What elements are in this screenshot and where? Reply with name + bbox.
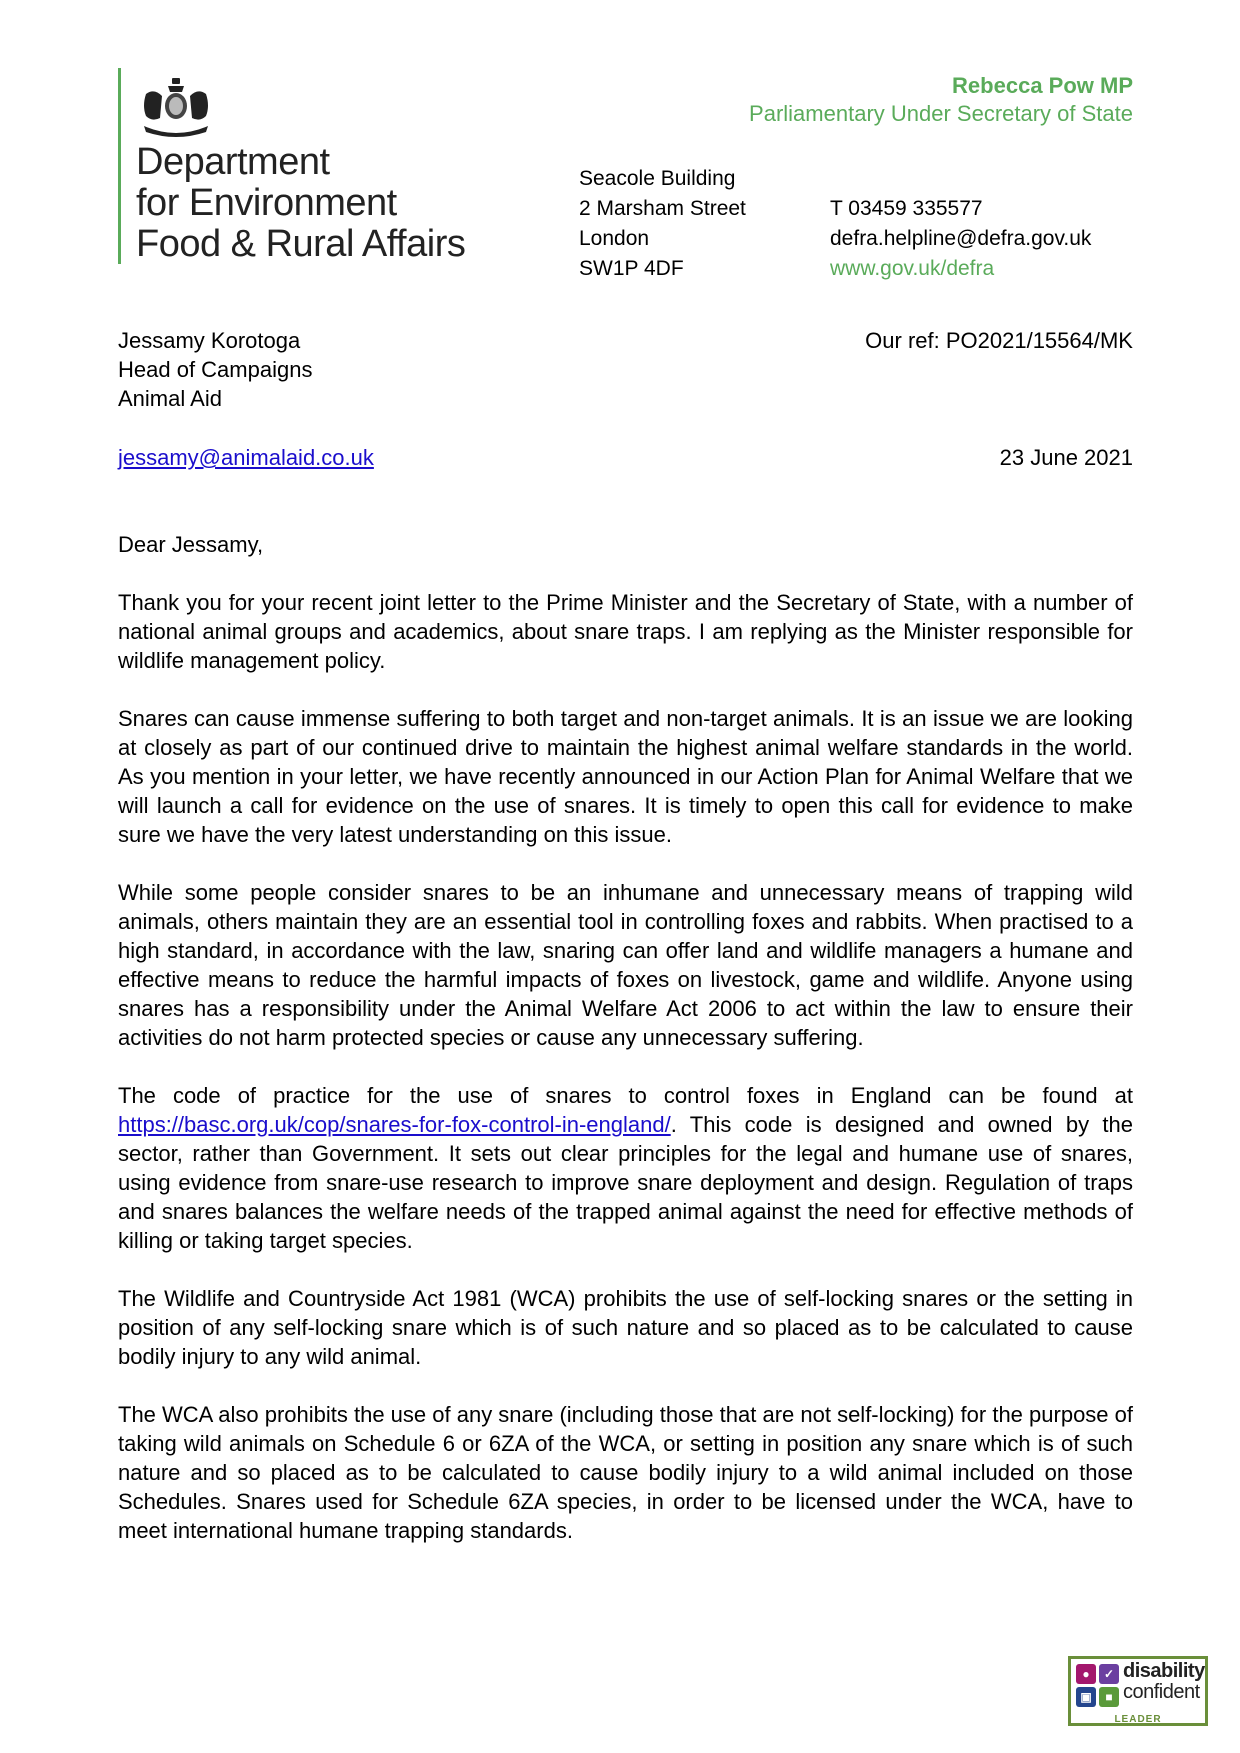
logo-green-bar — [118, 68, 121, 264]
padlock-icon: ▣ — [1076, 1687, 1096, 1707]
basc-code-link[interactable]: https://basc.org.uk/cop/snares-for-fox-control-in-england/ — [118, 1112, 671, 1137]
royal-coat-of-arms-icon — [136, 76, 216, 138]
code-of-practice-paragraph: The code of practice for the use of snares to control foxes in England can be found at https://basc.org.uk/cop/snares-for-fox-control-in-england/. This code is designed and owned by the sector, rather than Government. It sets out clear principles for the legal and humane use of snares, using evidence from snare-use research to improve snare deployment and design. Regulation of traps and snares balances the welfare needs of the trapped animal against the need for effective methods of killing or taking target species. — [118, 1083, 1133, 1253]
recipient-email-link[interactable]: jessamy@animalaid.co.uk — [118, 445, 374, 470]
speech-person-icon: ■ — [1099, 1687, 1119, 1707]
recipient-organisation: Animal Aid — [118, 386, 222, 411]
paragraph: The WCA also prohibits the use of any snare (including those that are not self-locking) for the purpose of taking wild animals on Schedule 6 or 6ZA of the WCA, or setting in position any snare which is of such nature and so placed as to be calculated to cause bodily injury to a wild animal included on those Schedules. Snares used for Schedule 6ZA species, in order to be licensed under the WCA, have to meet international humane trapping standards. — [118, 1402, 1133, 1543]
checkmark-icon: ✓ — [1099, 1664, 1119, 1684]
sender-contact — [830, 194, 1091, 284]
reference-number: Our ref: PO2021/15564/MK — [865, 328, 1133, 353]
minister-name: Rebecca Pow MP — [952, 73, 1133, 98]
recipient-name: Jessamy Korotoga — [118, 328, 301, 353]
letter-body — [118, 530, 1133, 1574]
helpline-email[interactable]: defra.helpline@defra.gov.uk — [830, 227, 1092, 250]
badge-text-leader: LEADER — [1114, 1714, 1162, 1725]
paragraph: The Wildlife and Countryside Act 1981 (WCA) prohibits the use of self-locking snares or the setting in position of any self-locking snare which is of such nature and so placed as to be calculated to cause bodily injury to any wild animal. — [118, 1286, 1133, 1369]
badge-text-confident: confident — [1123, 1681, 1200, 1703]
disability-confident-badge — [1068, 1656, 1208, 1726]
badge-text-disability: disability — [1123, 1660, 1205, 1682]
department-name: Department for Environment Food & Rural Affairs — [136, 141, 466, 265]
minister-header — [749, 72, 1133, 128]
people-icon: ● — [1076, 1664, 1096, 1684]
minister-role: Parliamentary Under Secretary of State — [749, 101, 1133, 126]
sender-address: Seacole Building 2 Marsham Street London SW1P 4DF — [579, 167, 746, 280]
paragraph: While some people consider snares to be an inhumane and unnecessary means of trapping wild animals, others maintain they are an essential tool in controlling foxes and rabbits. When practised to a high standard, in accordance with the law, snaring can offer land and wildlife managers a humane and effective means to reduce the harmful impacts of foxes on livestock, game and wildlife. Anyone using snares has a responsibility under the Animal Welfare Act 2006 to act within the law to ensure their activities do not harm protected species or cause any unnecessary suffering. — [118, 880, 1133, 1050]
phone-number: T 03459 335577 — [830, 197, 983, 220]
salutation: Dear Jessamy, — [118, 532, 264, 557]
recipient-title: Head of Campaigns — [118, 357, 313, 382]
paragraph: Snares can cause immense suffering to both target and non-target animals. It is an issue we are looking at closely as part of our continued drive to maintain the highest animal welfare standards in the world. As you mention in your letter, we have recently announced in our Action Plan for Animal Welfare that we will launch a call for evidence on the use of snares. It is timely to open this call for evidence to make sure we have the very latest understanding on this issue. — [118, 706, 1133, 847]
paragraph: Thank you for your recent joint letter to the Prime Minister and the Secretary of State, with a number of national animal groups and academics, about snare traps. I am replying as the Minister responsible for wildlife management policy. — [118, 590, 1133, 673]
website-link[interactable]: www.gov.uk/defra — [830, 257, 995, 280]
recipient-block — [118, 326, 312, 413]
letter-date: 23 June 2021 — [999, 445, 1133, 470]
badge-icons — [1076, 1664, 1120, 1708]
